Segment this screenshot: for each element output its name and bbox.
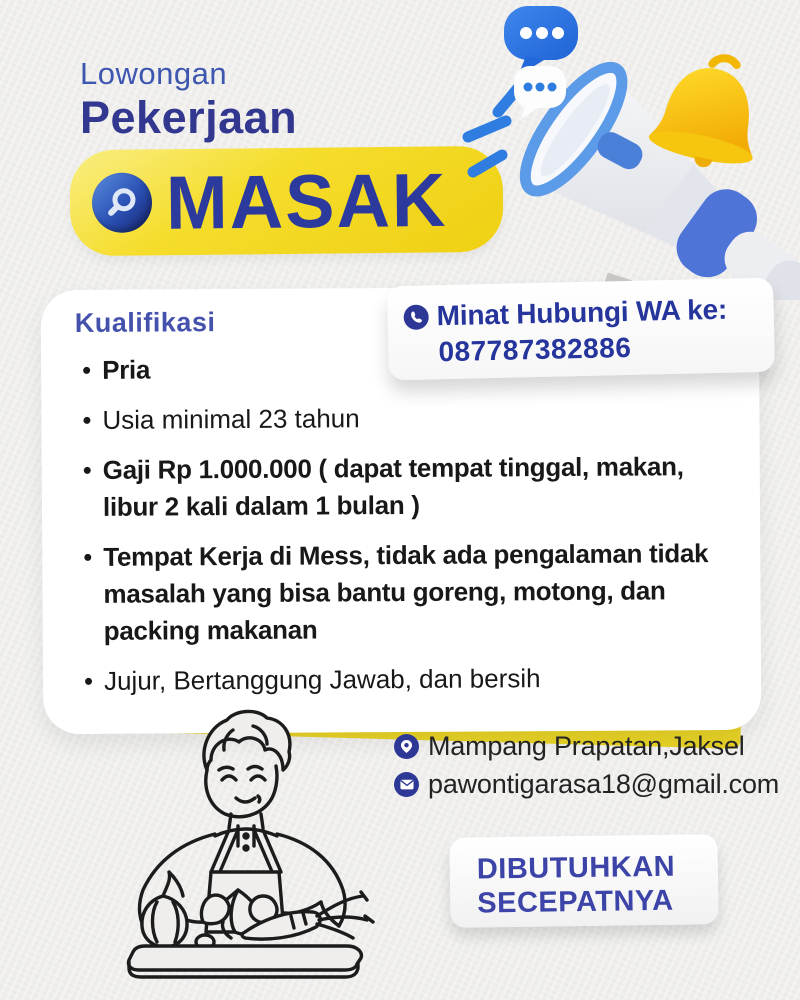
poster-header xyxy=(80,56,298,143)
qualification-heading: Kualifikasi xyxy=(74,307,216,338)
urgency-badge xyxy=(449,834,718,928)
qualification-item xyxy=(83,659,715,700)
qualification-item xyxy=(82,535,715,650)
phone-number: 087787382886 xyxy=(438,331,632,368)
location-row xyxy=(394,731,779,762)
bullet-dot xyxy=(84,467,91,474)
qualification-item xyxy=(82,448,714,526)
location-text: Mampang Prapatan,Jaksel xyxy=(428,731,745,761)
bullet-dot xyxy=(84,554,91,561)
phone-icon xyxy=(403,304,429,330)
bullet-dot xyxy=(85,678,92,685)
poster-title: MASAK xyxy=(165,156,448,245)
whatsapp-label: Minat Hubungi WA ke: xyxy=(436,293,728,332)
urgency-line1: DIBUTUHKAN xyxy=(476,850,676,886)
bullet-dot xyxy=(83,417,90,424)
chef-cutting-illustration xyxy=(95,700,395,990)
title-pill xyxy=(69,146,503,257)
header-line1: Lowongan xyxy=(80,56,228,91)
email-text: pawontigarasa18@gmail.com xyxy=(428,769,780,799)
qualification-list xyxy=(81,348,715,713)
qualification-text: Jujur, Bertanggung Jawab, dan bersih xyxy=(103,663,541,696)
speech-bubble-blue xyxy=(504,6,578,76)
qualification-item xyxy=(81,398,713,439)
qualification-text: Gaji Rp 1.000.000 ( dapat tempat tinggal, makan, libur 2 kali dalam 1 bulan ) xyxy=(102,451,684,522)
urgency-line2: SECEPATNYA xyxy=(477,884,674,920)
whatsapp-contact-tag xyxy=(387,278,775,381)
contact-block xyxy=(394,731,779,807)
search-icon xyxy=(92,172,153,233)
email-icon xyxy=(394,772,419,797)
bullet-dot xyxy=(83,367,90,374)
header-line2: Pekerjaan xyxy=(80,92,298,143)
qualification-text: Usia minimal 23 tahun xyxy=(102,403,360,435)
location-pin-icon xyxy=(394,734,419,759)
qualification-text: Tempat Kerja di Mess, tidak ada pengalaman tidak masalah yang bisa bantu goreng, motong, dan packing makanan xyxy=(103,538,709,646)
qualification-text: Pria xyxy=(102,354,151,385)
accent-dashes xyxy=(468,88,518,172)
email-row xyxy=(394,769,779,800)
megaphone-illustration xyxy=(440,0,800,300)
